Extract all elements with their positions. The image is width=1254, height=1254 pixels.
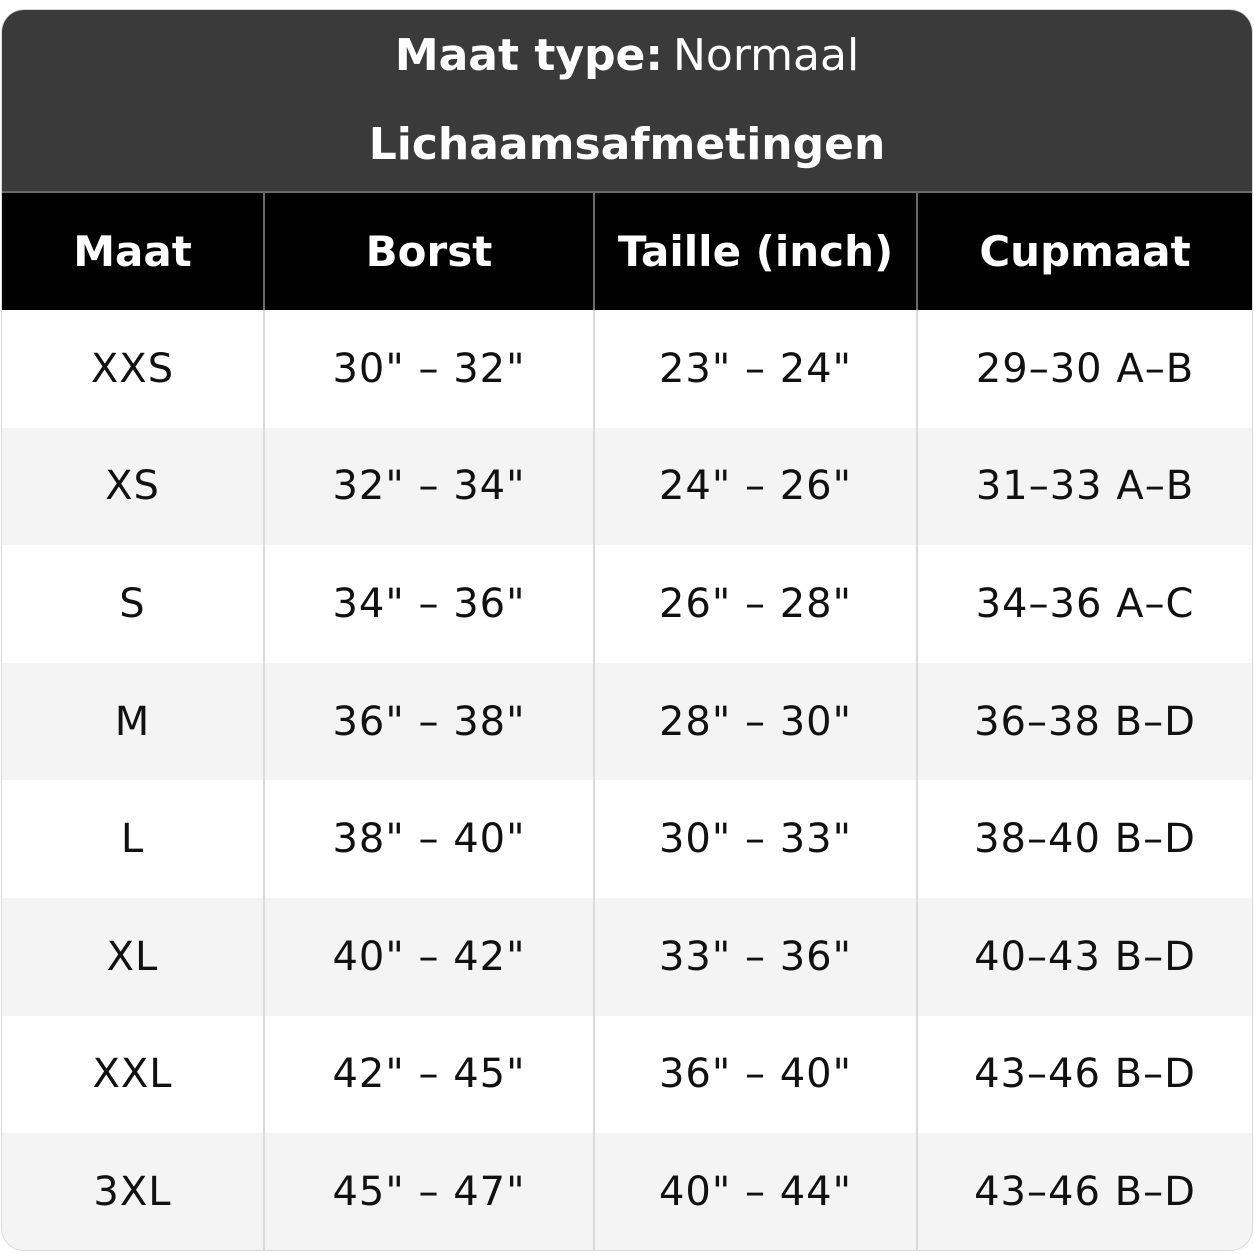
size-table-body: [2, 310, 1252, 1250]
cell-borst: 34" – 36": [264, 545, 594, 663]
cell-cupmaat: 43–46 B–D: [917, 1016, 1252, 1134]
cell-maat: XL: [2, 898, 264, 1016]
cell-taille: 24" – 26": [594, 428, 917, 546]
cell-cupmaat: 29–30 A–B: [917, 310, 1252, 428]
table-row: [2, 1016, 1252, 1134]
header-row: [2, 192, 1252, 310]
cell-cupmaat: 38–40 B–D: [917, 780, 1252, 898]
cell-taille: 23" – 24": [594, 310, 917, 428]
table-row: [2, 310, 1252, 428]
cell-borst: 36" – 38": [264, 663, 594, 781]
table-row: [2, 545, 1252, 663]
cell-taille: 30" – 33": [594, 780, 917, 898]
cell-cupmaat: 40–43 B–D: [917, 898, 1252, 1016]
size-type-value: Normaal: [673, 30, 860, 81]
table-row: [2, 663, 1252, 781]
cell-cupmaat: 43–46 B–D: [917, 1133, 1252, 1250]
cell-taille: 26" – 28": [594, 545, 917, 663]
cell-borst: 42" – 45": [264, 1016, 594, 1134]
table-row: [2, 428, 1252, 546]
cell-maat: L: [2, 780, 264, 898]
cell-taille: 28" – 30": [594, 663, 917, 781]
cell-borst: 45" – 47": [264, 1133, 594, 1250]
size-type-label: Maat type:: [394, 30, 663, 81]
table-row: [2, 780, 1252, 898]
column-header-taille: Taille (inch): [594, 192, 917, 310]
cell-cupmaat: 34–36 A–C: [917, 545, 1252, 663]
size-table: [2, 191, 1252, 1250]
cell-maat: M: [2, 663, 264, 781]
table-row: [2, 898, 1252, 1016]
cell-cupmaat: 31–33 A–B: [917, 428, 1252, 546]
column-header-cupmaat: Cupmaat: [917, 192, 1252, 310]
cell-maat: 3XL: [2, 1133, 264, 1250]
cell-taille: 33" – 36": [594, 898, 917, 1016]
cell-borst: 38" – 40": [264, 780, 594, 898]
cell-cupmaat: 36–38 B–D: [917, 663, 1252, 781]
size-chart-banner: [2, 10, 1252, 191]
cell-maat: XS: [2, 428, 264, 546]
cell-taille: 40" – 44": [594, 1133, 917, 1250]
size-table-head: [2, 192, 1252, 310]
size-chart-card: [2, 10, 1252, 1250]
cell-maat: XXL: [2, 1016, 264, 1134]
size-type-line: [2, 28, 1252, 84]
chart-subtitle: Lichaamsafmetingen: [368, 119, 886, 170]
cell-maat: XXS: [2, 310, 264, 428]
table-row: [2, 1133, 1252, 1250]
cell-borst: 30" – 32": [264, 310, 594, 428]
cell-maat: S: [2, 545, 264, 663]
column-header-maat: Maat: [2, 192, 264, 310]
cell-borst: 32" – 34": [264, 428, 594, 546]
column-header-borst: Borst: [264, 192, 594, 310]
cell-taille: 36" – 40": [594, 1016, 917, 1134]
cell-borst: 40" – 42": [264, 898, 594, 1016]
